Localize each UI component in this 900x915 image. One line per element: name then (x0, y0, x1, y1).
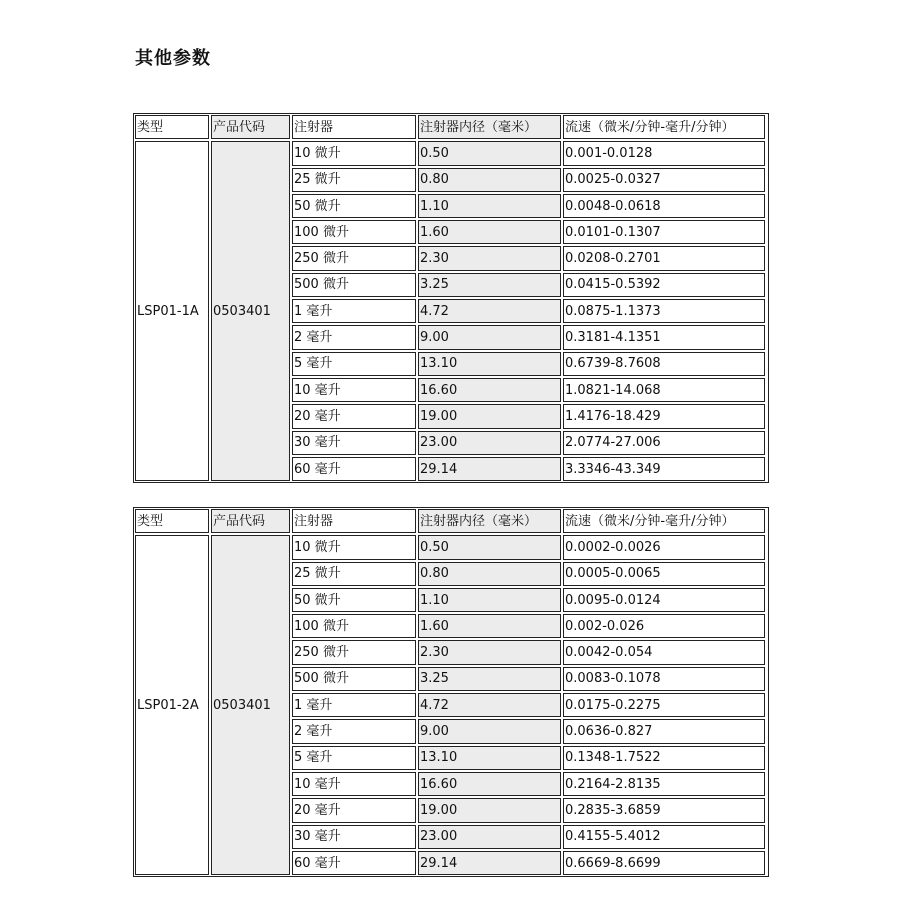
spec-grid (134, 508, 768, 876)
syringe-cell: 25 微升 (292, 562, 416, 586)
diameter-cell: 4.72 (418, 693, 561, 717)
flow-rate-cell: 0.0083-0.1078 (563, 667, 765, 691)
syringe-cell: 10 微升 (292, 535, 416, 559)
diameter-cell: 19.00 (418, 404, 561, 428)
header-flow-rate: 流速（微米/分钟-毫升/分钟） (563, 509, 765, 533)
flow-rate-cell: 1.4176-18.429 (563, 404, 765, 428)
syringe-cell: 20 毫升 (292, 404, 416, 428)
spec-grid (134, 114, 768, 482)
flow-rate-cell: 0.0002-0.0026 (563, 535, 765, 559)
diameter-cell: 13.10 (418, 352, 561, 376)
header-code: 产品代码 (211, 115, 290, 139)
syringe-cell: 5 毫升 (292, 746, 416, 770)
syringe-cell: 50 微升 (292, 194, 416, 218)
diameter-cell: 29.14 (418, 851, 561, 875)
flow-rate-cell: 0.1348-1.7522 (563, 746, 765, 770)
diameter-cell: 29.14 (418, 457, 561, 481)
diameter-cell: 23.00 (418, 825, 561, 849)
syringe-cell: 100 微升 (292, 614, 416, 638)
syringe-cell: 2 毫升 (292, 325, 416, 349)
header-diameter: 注射器内径（毫米） (418, 509, 561, 533)
syringe-cell: 30 毫升 (292, 431, 416, 455)
diameter-cell: 1.60 (418, 220, 561, 244)
syringe-cell: 1 毫升 (292, 299, 416, 323)
header-type: 类型 (135, 115, 209, 139)
syringe-cell: 10 毫升 (292, 378, 416, 402)
syringe-cell: 10 毫升 (292, 772, 416, 796)
flow-rate-cell: 0.002-0.026 (563, 614, 765, 638)
flow-rate-cell: 0.2164-2.8135 (563, 772, 765, 796)
syringe-cell: 60 毫升 (292, 457, 416, 481)
flow-rate-cell: 0.0101-0.1307 (563, 220, 765, 244)
page-title: 其他参数 (135, 48, 211, 69)
flow-rate-cell: 0.0636-0.827 (563, 719, 765, 743)
code-cell: 0503401 (211, 535, 290, 875)
diameter-cell: 1.60 (418, 614, 561, 638)
code-cell: 0503401 (211, 141, 290, 481)
header-flow-rate: 流速（微米/分钟-毫升/分钟） (563, 115, 765, 139)
header-code: 产品代码 (211, 509, 290, 533)
syringe-cell: 100 微升 (292, 220, 416, 244)
syringe-cell: 5 毫升 (292, 352, 416, 376)
flow-rate-cell: 1.0821-14.068 (563, 378, 765, 402)
diameter-cell: 0.50 (418, 141, 561, 165)
diameter-cell: 3.25 (418, 273, 561, 297)
spec-table-lsp01-2a (133, 507, 769, 877)
diameter-cell: 16.60 (418, 378, 561, 402)
diameter-cell: 2.30 (418, 246, 561, 270)
flow-rate-cell: 0.4155-5.4012 (563, 825, 765, 849)
syringe-cell: 30 毫升 (292, 825, 416, 849)
diameter-cell: 9.00 (418, 325, 561, 349)
syringe-cell: 500 微升 (292, 273, 416, 297)
syringe-cell: 60 毫升 (292, 851, 416, 875)
flow-rate-cell: 0.6669-8.6699 (563, 851, 765, 875)
type-cell: LSP01-1A (135, 141, 209, 481)
diameter-cell: 1.10 (418, 588, 561, 612)
diameter-cell: 3.25 (418, 667, 561, 691)
flow-rate-cell: 0.0095-0.0124 (563, 588, 765, 612)
diameter-cell: 19.00 (418, 798, 561, 822)
flow-rate-cell: 3.3346-43.349 (563, 457, 765, 481)
type-cell: LSP01-2A (135, 535, 209, 875)
flow-rate-cell: 0.0048-0.0618 (563, 194, 765, 218)
spec-table-lsp01-1a (133, 113, 769, 483)
syringe-cell: 25 微升 (292, 168, 416, 192)
diameter-cell: 0.50 (418, 535, 561, 559)
diameter-cell: 0.80 (418, 168, 561, 192)
flow-rate-cell: 0.0025-0.0327 (563, 168, 765, 192)
diameter-cell: 4.72 (418, 299, 561, 323)
syringe-cell: 250 微升 (292, 640, 416, 664)
flow-rate-cell: 0.001-0.0128 (563, 141, 765, 165)
syringe-cell: 10 微升 (292, 141, 416, 165)
flow-rate-cell: 0.0208-0.2701 (563, 246, 765, 270)
header-syringe: 注射器 (292, 509, 416, 533)
diameter-cell: 23.00 (418, 431, 561, 455)
diameter-cell: 13.10 (418, 746, 561, 770)
header-diameter: 注射器内径（毫米） (418, 115, 561, 139)
diameter-cell: 1.10 (418, 194, 561, 218)
syringe-cell: 500 微升 (292, 667, 416, 691)
flow-rate-cell: 2.0774-27.006 (563, 431, 765, 455)
flow-rate-cell: 0.2835-3.6859 (563, 798, 765, 822)
syringe-cell: 250 微升 (292, 246, 416, 270)
header-type: 类型 (135, 509, 209, 533)
diameter-cell: 9.00 (418, 719, 561, 743)
flow-rate-cell: 0.6739-8.7608 (563, 352, 765, 376)
flow-rate-cell: 0.0175-0.2275 (563, 693, 765, 717)
syringe-cell: 2 毫升 (292, 719, 416, 743)
flow-rate-cell: 0.0042-0.054 (563, 640, 765, 664)
flow-rate-cell: 0.3181-4.1351 (563, 325, 765, 349)
flow-rate-cell: 0.0875-1.1373 (563, 299, 765, 323)
diameter-cell: 16.60 (418, 772, 561, 796)
diameter-cell: 0.80 (418, 562, 561, 586)
flow-rate-cell: 0.0415-0.5392 (563, 273, 765, 297)
syringe-cell: 1 毫升 (292, 693, 416, 717)
header-syringe: 注射器 (292, 115, 416, 139)
syringe-cell: 50 微升 (292, 588, 416, 612)
flow-rate-cell: 0.0005-0.0065 (563, 562, 765, 586)
syringe-cell: 20 毫升 (292, 798, 416, 822)
diameter-cell: 2.30 (418, 640, 561, 664)
